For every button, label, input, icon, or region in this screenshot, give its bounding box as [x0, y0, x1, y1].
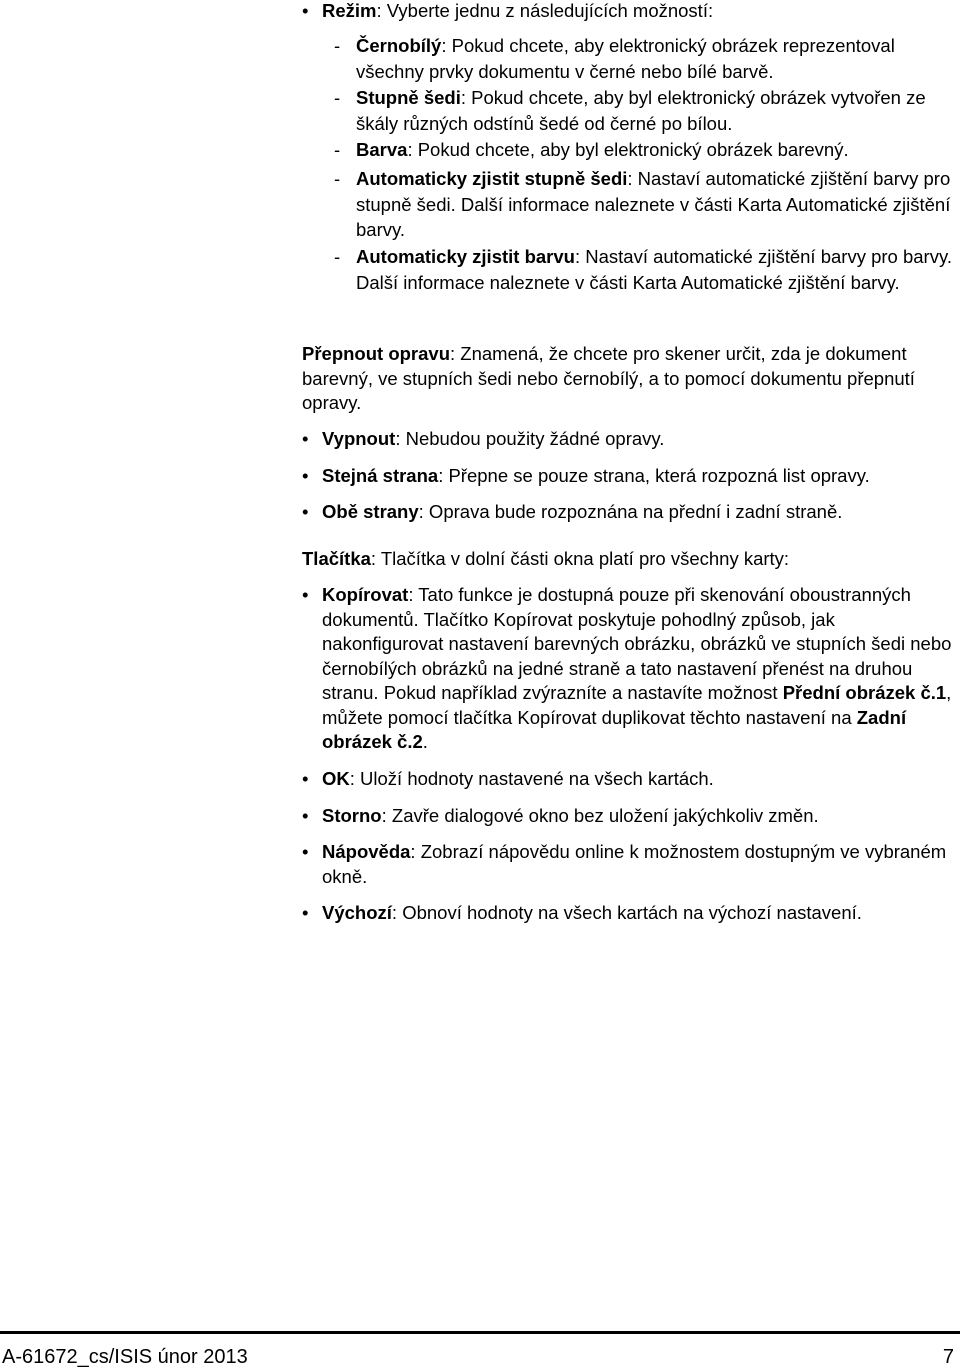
bullet: •	[302, 501, 309, 522]
toggle-item-both-sides	[302, 500, 952, 525]
item-text: : Tato funkce je dostupná pouze při skenování oboustranných dokumentů. Tlačítko Kopírovat poskytuje pohodlný způsob, jak nakonfigurovat nastavení barevných obrázku, obrázků ve stupních šedi nebo černobílých obrázků na jedné straně a tato nastavení přenést na druhou stranu. Pokud například zvýrazníte a nastavíte možnost	[322, 584, 952, 703]
front-image-ref: Přední obrázek č.1	[782, 682, 947, 703]
item-label: Storno	[322, 805, 382, 826]
item-text: : Nebudou použity žádné opravy.	[395, 428, 665, 449]
option-label: Stupně šedi	[356, 87, 461, 108]
item-label: OK	[322, 768, 350, 789]
buttons-item-cancel	[302, 804, 952, 829]
dash: -	[334, 87, 341, 108]
buttons-item-ok	[302, 767, 952, 792]
mode-option-color	[334, 137, 952, 163]
buttons-label: Tlačítka	[302, 548, 371, 569]
item-text: : Oprava bude rozpoznána na přední i zadní straně.	[418, 501, 843, 522]
option-text: : Nastaví automatické zjištění barvy pro stupně šedi. Další informace naleznete v části Karta Automatické zjištění barvy.	[356, 168, 951, 240]
mode-text: : Vyberte jednu z následujících možností:	[376, 0, 714, 21]
option-label: Barva	[356, 139, 408, 160]
option-label: Černobílý	[356, 35, 442, 56]
mode-option-bw	[334, 33, 952, 84]
dash: -	[334, 246, 341, 267]
mode-option-auto-color	[334, 244, 952, 295]
option-text: : Pokud chcete, aby byl elektronický obrázek vytvořen ze škály různých odstínů šedé od černé po bílou.	[356, 87, 926, 134]
option-label: Automaticky zjistit barvu	[356, 246, 575, 267]
item-text: : Zobrazí nápovědu online k možnostem dostupným ve vybraném okně.	[322, 841, 947, 887]
dash: -	[334, 168, 341, 189]
toggle-item-same-side	[302, 464, 952, 489]
toggle-text: : Znamená, že chcete pro skener určit, zda je dokument barevný, ve stupních šedi nebo černobílý, a to pomocí dokumentu přepnutí opravy.	[302, 343, 915, 413]
item-label: Vypnout	[322, 428, 396, 449]
bullet: •	[302, 465, 309, 486]
bullet: •	[302, 0, 309, 21]
option-text: : Pokud chcete, aby byl elektronický obrázek barevný.	[407, 139, 849, 160]
bullet: •	[302, 428, 309, 449]
dash: -	[334, 139, 341, 160]
mode-item	[302, 0, 952, 24]
item-text: : Uloží hodnoty nastavené na všech kartách.	[349, 768, 714, 789]
toggle-item-off	[302, 427, 952, 452]
mode-option-auto-gray	[334, 166, 952, 243]
page-number: 7	[942, 1346, 954, 1368]
item-text: , můžete pomocí tlačítka Kopírovat duplikovat těchto nastavení na	[322, 682, 952, 728]
bullet: •	[302, 805, 309, 826]
mode-option-gray	[334, 85, 952, 136]
buttons-text: : Tlačítka v dolní části okna platí pro všechny karty:	[370, 548, 790, 569]
toggle-label: Přepnout opravu	[302, 343, 451, 364]
item-text: : Obnoví hodnoty na všech kartách na výchozí nastavení.	[391, 902, 862, 923]
bullet: •	[302, 768, 309, 789]
buttons-paragraph	[302, 547, 942, 572]
item-text: : Zavře dialogové okno bez uložení jakýchkoliv změn.	[381, 805, 819, 826]
item-label: Obě strany	[322, 501, 419, 522]
item-label: Nápověda	[322, 841, 411, 862]
toggle-paragraph	[302, 342, 942, 416]
bullet: •	[302, 902, 309, 923]
buttons-item-copy	[302, 583, 958, 755]
footer-doc-id: A-61672_cs/ISIS únor 2013	[2, 1346, 248, 1368]
footer-rule	[0, 1331, 960, 1334]
item-label: Kopírovat	[322, 584, 409, 605]
item-text: .	[422, 731, 428, 752]
bullet: •	[302, 584, 309, 605]
item-text: : Přepne se pouze strana, která rozpozná list opravy.	[438, 465, 870, 486]
dash: -	[334, 35, 341, 56]
mode-label: Režim	[322, 0, 377, 21]
buttons-item-help	[302, 840, 952, 889]
buttons-item-defaults	[302, 901, 952, 926]
item-label: Stejná strana	[322, 465, 439, 486]
option-label: Automaticky zjistit stupně šedi	[356, 168, 628, 189]
back-image-ref: Zadní obrázek č.2	[322, 706, 907, 752]
option-text: : Pokud chcete, aby elektronický obrázek reprezentoval všechny prvky dokumentu v černé nebo bílé barvě.	[356, 35, 895, 82]
item-label: Výchozí	[322, 902, 392, 923]
bullet: •	[302, 841, 309, 862]
option-text: : Nastaví automatické zjištění barvy pro barvy. Další informace naleznete v části Karta Automatické zjištění barvy.	[356, 246, 952, 293]
